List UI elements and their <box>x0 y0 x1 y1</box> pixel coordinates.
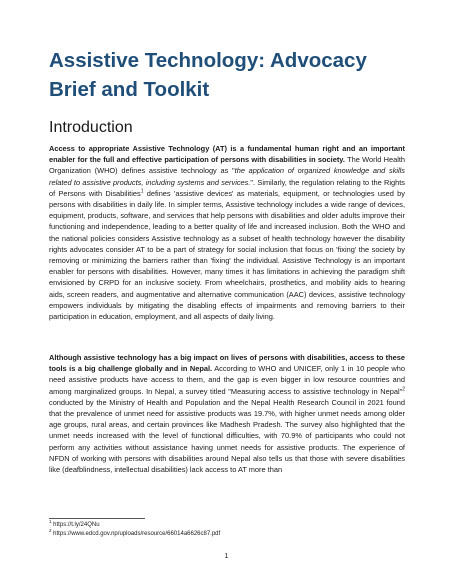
footnote-1-link[interactable]: https://t.ly/24QNu <box>51 522 100 528</box>
footnote-ref-2: 2 <box>402 386 405 393</box>
para1-text-b: ". Similarly, the regulation relating to the Rights of Persons with Disabilities <box>49 177 405 198</box>
footnote-ref-1: 1 <box>140 188 144 195</box>
footnote-1 <box>49 521 100 529</box>
intro-paragraph-2 <box>49 352 405 475</box>
footnote-2 <box>49 530 220 538</box>
footnote-divider <box>49 518 145 519</box>
footnote-2-link[interactable]: https://www.edcd.gov.np/uploads/resource/66014a6626c87.pdf <box>51 531 221 537</box>
para2-bold-lead: Although assistive technology has a big impact on lives of persons with disabilities, access to these tools is a big challenge globally and in Nepal. <box>49 353 405 374</box>
section-heading: Introduction <box>49 119 133 136</box>
para2-text-a: According to WHO and UNICEF, only 1 in 10 people who need assistive products have access to them, and the gap is even bigger in low resource countries and among marginalized groups. In Nepal, a survey titled "Measuring access to assistive technology in Nepal" <box>49 364 405 396</box>
footnote-2-number: 2 <box>49 528 52 533</box>
footnote-1-number: 1 <box>49 519 52 524</box>
para1-bold-lead: Access to appropriate Assistive Technology (AT) is a fundamental human right and an important enabler for the full and effective participation of persons with disabilities in society. <box>49 144 405 165</box>
para1-text-c: defines 'assistive devices' as materials, equipment, or technologies used by persons with disabilities in daily life. In simpler terms, Assistive technology includes a wide range of devices, equipment, products, software, and services that help persons with disabilities and older adults improve their functioning and independence, leading to a better quality of life and increased inclusion. Both the WHO and the national policies considers Assistive technology as a subset of health technology however the disability rights advocates consider AT to be a part of strategy for social inclusion that focus on 'fixing' the society by removing or minimizing the barriers rather than 'fixing' the individual. Assistive Technology is an important enabler for persons with disabilities. However, many times it has limitations in achieving the paradigm shift envisioned by CRPD for an inclusive society. From wheelchairs, prosthetics, and mobility aids to hearing aids, screen readers, and augmentative and alternative communication (AAC) devices, assistive technology empowers individuals by mitigating the disabling effects of impairments and removing barriers to their participation in education, employment, and all aspects of daily living. <box>49 188 405 322</box>
page-number: 1 <box>224 553 229 560</box>
para1-italic-quote: the application of organized knowledge and skills related to assistive products, including systems and services. <box>49 166 406 187</box>
para1-text-a: The World Health Organization (WHO) defines assistive technology as " <box>49 155 406 176</box>
document-title: Assistive Technology: Advocacy Brief and Toolkit <box>49 49 367 101</box>
intro-paragraph-1 <box>49 143 405 322</box>
para2-text-b: conducted by the Ministry of Health and Population and the Nepal Health Research Council in 2021 found that the prevalence of unmet need for assistive products was 19.7%, with higher unmet needs among older age groups, rural areas, and certain provinces like Madhesh Pradesh. The survey also highlighted that the unmet needs increased with the level of functional difficulties, with 70.9% of participants who could not perform any activities without assistance having unmet needs for assistive products. The experience of NFDN of working with persons with disabilities around Nepal also tells us that those with severe disabilities like (deafblindness, intellectual disabilities) lack access to AT more than <box>49 397 405 475</box>
